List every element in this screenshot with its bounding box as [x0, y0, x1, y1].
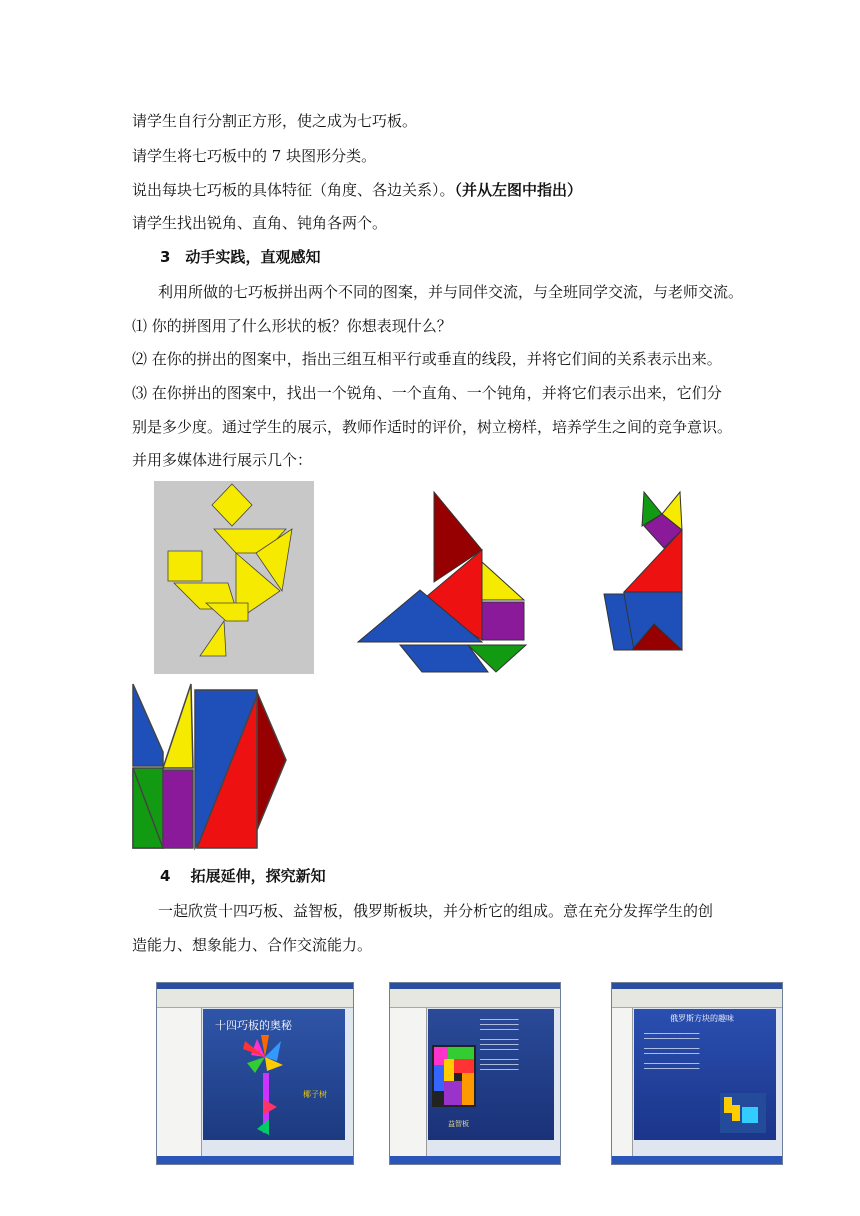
slide-title-3: 俄罗斯方块的趣味 [670, 1014, 734, 1023]
slide-body-text-3: ━━━━━━━━━━━━━━━━━━━━━━━ ━━━━━━━━━━━━━━━━━━━━━━━ ━━━━━━━━━━━━━━━━━━━━━━━ ━━━━━━━━━━━━━━━━━━━━━━━ ━━━━━━━━━━━━━━━━━━━━━━━ ━━━━━━━━━━━━━━━━━━━━━━━ [644, 1031, 700, 1071]
boat-small-triangle [482, 562, 524, 600]
boat-square [482, 602, 524, 640]
question-1: ⑴ 你的拼图用了什么形状的板？你想表现什么？ [132, 317, 452, 335]
text-line-3 [132, 181, 582, 199]
text-line-4: 请学生找出锐角、直角、钝角各两个。 [132, 214, 388, 232]
text-line-2: 请学生将七巧板中的 7 块图形分类。 [132, 147, 377, 165]
tangram-boat-figure [356, 490, 528, 675]
slide-title-1: 十四巧板的奥秘 [215, 1019, 292, 1032]
tangram-runner-figure [154, 481, 314, 674]
section-heading-4: 4 拓展延伸，探究新知 [160, 867, 326, 885]
question-3: ⑶ 在你拼出的图案中，找出一个锐角、一个直角、一个钝角，并将它们表示出来，它们分 [132, 384, 722, 402]
slide-caption-2: 益智板 [448, 1120, 469, 1128]
slide-caption-1: 椰子树 [303, 1090, 327, 1099]
text-line-9: 造能力、想象能力、合作交流能力。 [132, 936, 373, 954]
slide-body-text-2: ━━━━━━━━━━━━━━━━ ━━━━━━━━━━━━━━━━ ━━━━━━━━━━━━━━━━ ━━━━━━━━━━━━━━━━ ━━━━━━━━━━━━━━━━ ━━━━━━━━━━━━━━━━ ━━━━━━━━━━━━━━━━ ━━━━━━━━━━━━━━━━ ━━━━━━━━━━━━━━━━ [480, 1017, 519, 1072]
puzzle-board-image [432, 1045, 476, 1107]
text-line-5: 利用所做的七巧板拼出两个不同的图案，并与同伴交流，与全班同学交流，与老师交流。 [158, 283, 744, 301]
screenshot-puzzle-board [389, 982, 561, 1165]
text-line-6: 别是多少度。通过学生的展示，教师作适时的评价，树立榜样，培养学生之间的竞争意识。 [132, 418, 733, 436]
text-line-7: 并用多媒体进行展示几个： [132, 451, 313, 469]
leg-triangle [168, 551, 202, 581]
text-line-3b-emphasis: （并从左图中指出） [454, 181, 583, 199]
question-2: ⑵ 在你的拼出的图案中，指出三组互相平行或垂直的线段，并将它们间的关系表示出来。 [132, 350, 722, 368]
abstract-yellow-triangle [163, 684, 193, 768]
abstract-darkred-triangle [257, 692, 286, 830]
screenshot-fourteen-tangram [156, 982, 354, 1165]
tetris-blocks-image [720, 1093, 766, 1133]
screenshot-tetris [611, 982, 783, 1165]
text-line-3a: 说出每块七巧板的具体特征（角度、各边关系）。 [132, 181, 455, 199]
tangram-abstract-figure [131, 682, 289, 851]
abstract-purple-square [163, 770, 193, 848]
text-line-8: 一起欣赏十四巧板、益智板，俄罗斯板块，并分析它的组成。意在充分发挥学生的创 [158, 902, 714, 920]
slide-panel-1 [203, 1009, 345, 1140]
slide-panel-2 [428, 1009, 554, 1140]
text-line-1: 请学生自行分割正方形，使之成为七巧板。 [132, 112, 418, 130]
section-heading-3: 3 动手实践，直观感知 [160, 248, 321, 266]
cat-body-upper [624, 530, 682, 592]
abstract-blue-triangle [133, 684, 163, 766]
tangram-cat-figure [602, 490, 686, 655]
slide-panel-3 [634, 1009, 776, 1140]
palm-tree-tangram [237, 1029, 307, 1139]
